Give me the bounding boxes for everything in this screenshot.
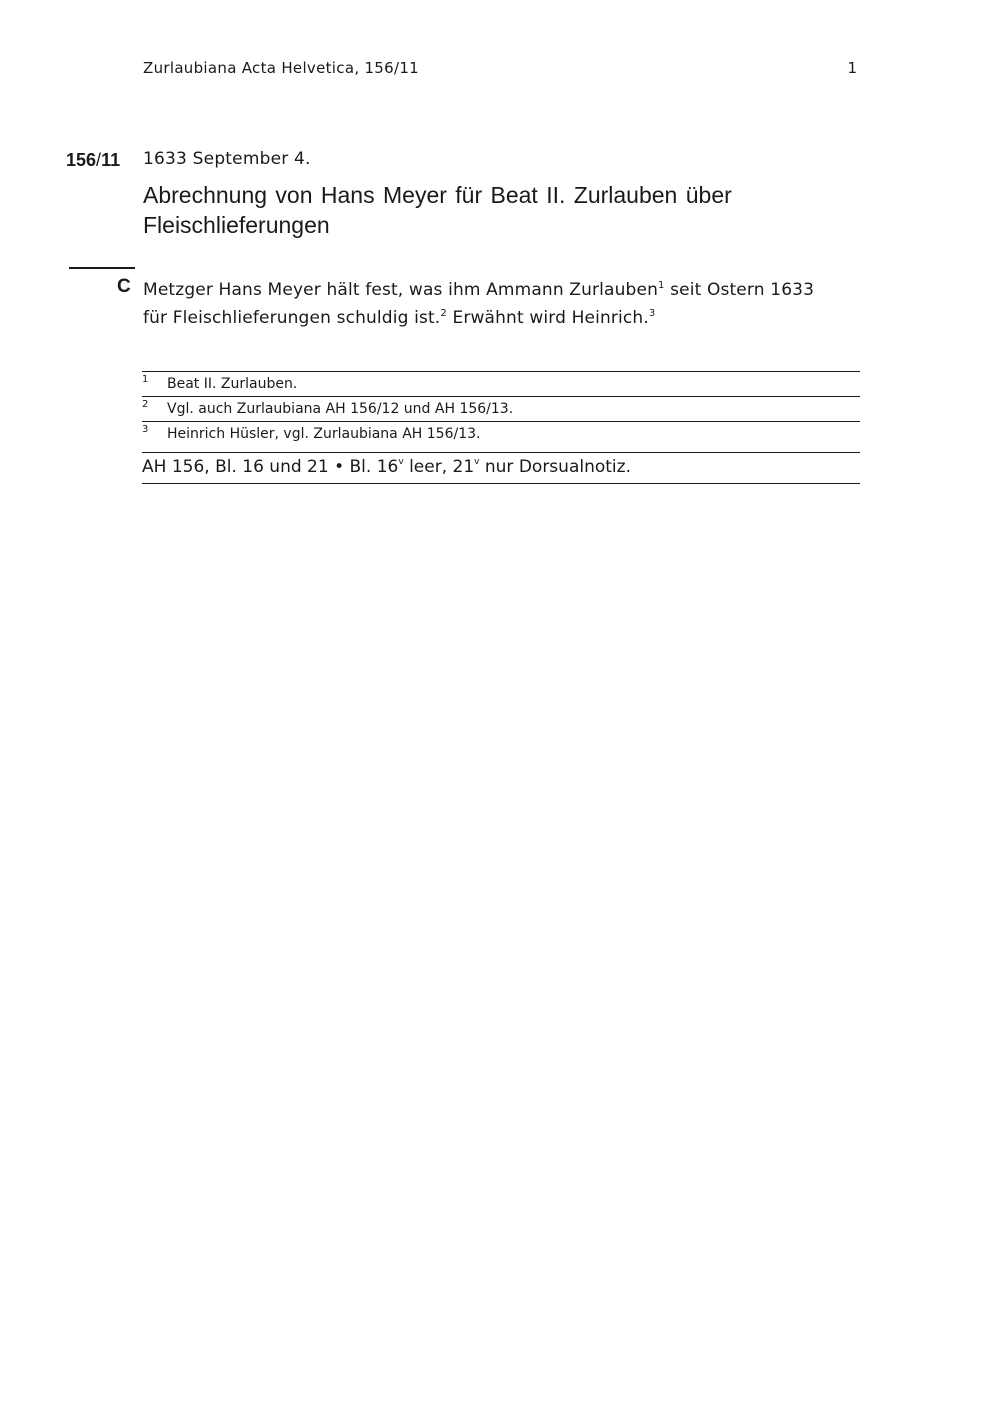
margin-rule bbox=[69, 267, 135, 269]
source-part-1: AH 156, Bl. 16 und 21 • Bl. 16 bbox=[142, 457, 399, 477]
regest-text bbox=[143, 276, 843, 332]
footnote-text: Beat II. Zurlauben. bbox=[167, 376, 298, 392]
footnote-ref-3[interactable]: 3 bbox=[648, 308, 656, 319]
footnote bbox=[142, 371, 860, 396]
running-title: Zurlaubiana Acta Helvetica, 156/11 bbox=[143, 59, 420, 77]
document-title: Abrechnung von Hans Meyer für Beat II. Zurlauben über Fleischlieferungen bbox=[143, 182, 732, 238]
source-note bbox=[142, 452, 860, 484]
regest-part-3: Erwähnt wird Heinrich. bbox=[446, 308, 649, 328]
footnote-number: 3 bbox=[142, 424, 149, 435]
document-number-separator: / bbox=[96, 150, 102, 170]
regest-part-2: seit Ostern 1633 für Fleischlieferungen schuldig ist. bbox=[143, 280, 815, 328]
footnotes bbox=[142, 371, 860, 484]
footnote bbox=[142, 421, 860, 446]
footnote-number: 1 bbox=[142, 374, 149, 385]
regest-part-1: Metzger Hans Meyer hält fest, was ihm Ammann Zurlauben bbox=[143, 280, 659, 300]
document-number-main: 156 bbox=[66, 150, 97, 170]
source-verso-1: v bbox=[398, 457, 404, 467]
source-part-3: nur Dorsualnotiz. bbox=[479, 457, 631, 477]
footnote-number: 2 bbox=[142, 399, 149, 410]
footnote-ref-2[interactable]: 2 bbox=[440, 308, 447, 319]
footnote-text: Heinrich Hüsler, vgl. Zurlaubiana AH 156/13. bbox=[167, 426, 481, 442]
footnote bbox=[142, 396, 860, 421]
source-verso-2: v bbox=[474, 457, 480, 467]
source-part-2: leer, 21 bbox=[403, 457, 475, 477]
document-number bbox=[66, 150, 120, 171]
regest-letter: C bbox=[117, 276, 131, 297]
footnote-ref-1[interactable]: 1 bbox=[658, 280, 665, 291]
page-number: 1 bbox=[847, 59, 857, 77]
document-date: 1633 September 4. bbox=[143, 149, 311, 169]
footnote-text: Vgl. auch Zurlaubiana AH 156/12 und AH 156/13. bbox=[167, 401, 514, 417]
document-number-sub: 11 bbox=[101, 150, 121, 170]
